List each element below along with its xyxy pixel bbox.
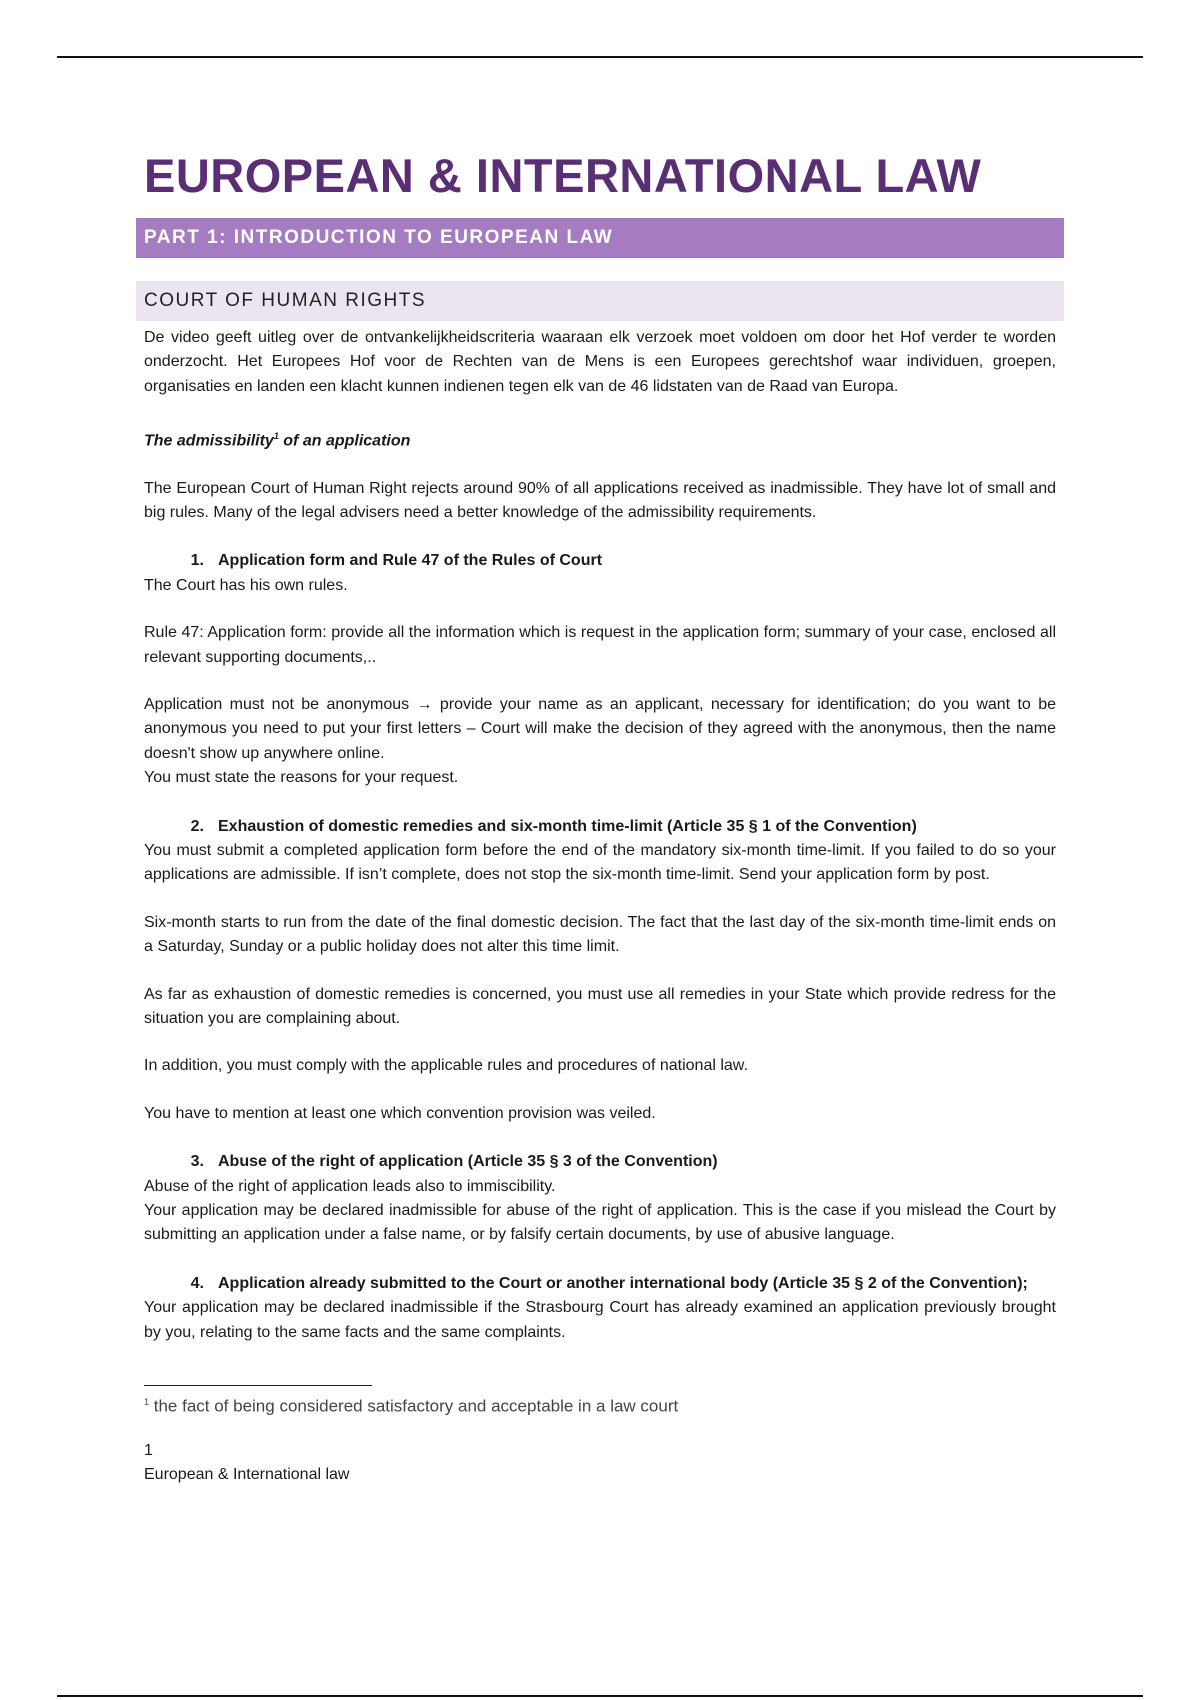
paragraph: You have to mention at least one which convention provision was veiled. [144,1104,656,1122]
paragraph: You must state the reasons for your request. [144,769,459,787]
header-rule [57,56,1143,58]
footer-title: European & International law [144,1465,350,1483]
subheading-text: The admissibility [144,432,274,450]
list-item-heading [144,549,1056,573]
subheading [144,424,1056,453]
paragraph: Your application may be declared inadmissible for abuse of the right of application. This is the case if you mislead the Court by submitting an application under a false name, or by falsify certain documents, by use of abusive language. [144,1202,1056,1244]
list-item-title: Application already submitted to the Court or another international body (Article 35 § 2 of the Convention); [218,1274,1028,1292]
overview-paragraph: The European Court of Human Right rejects around 90% of all applications received as inadmissible. They have lot of small and big rules. Many of the legal advisers need a better knowledge of the admissibility requirements. [144,479,1056,521]
list-item-number: 1. [190,552,204,570]
list-item-heading [144,1150,1056,1174]
paragraph: As far as exhaustion of domestic remedies is concerned, you must use all remedies in your State which provide redress for the situation you are complaining about. [144,985,1056,1028]
paragraph: The Court has his own rules. [144,576,348,594]
document-body [144,140,1056,1487]
footnote-text: the fact of being considered satisfactory and acceptable in a law court [149,1396,679,1416]
list-item-title: Exhaustion of domestic remedies and six-month time-limit (Article 35 § 1 of the Convention) [218,817,917,835]
paragraph: Abuse of the right of application leads also to immiscibility. [144,1177,556,1195]
list-item-title: Application form and Rule 47 of the Rules of Court [218,552,603,570]
part-heading: PART 1: INTRODUCTION TO EUROPEAN LAW [136,218,1064,258]
footnote-reference[interactable]: 1 [273,431,279,442]
paragraph: Rule 47: Application form: provide all the information which is request in the application form; summary of your case, enclosed all relevant supporting documents,.. [144,624,1056,666]
list-item-heading [144,815,1056,839]
footnote-marker: 1 [144,1397,150,1408]
paragraph: In addition, you must comply with the applicable rules and procedures of national law. [144,1057,748,1075]
document-title: EUROPEAN & INTERNATIONAL LAW [144,149,982,202]
intro-paragraph: De video geeft uitleg over de ontvankelijkheidscriteria waaraan elk verzoek moet voldoen om door het Hof verder te worden onderzocht. Het Europees Hof voor de Rechten van de Mens is een Europees gerechtshof waar individuen, groepen, organisaties en landen een klacht kunnen indienen tegen elk van de 46 lidstaten van de Raad van Europa. [144,329,1056,395]
footnote-separator [144,1385,372,1386]
list-item-number: 2. [190,817,204,835]
footer-rule [57,1695,1143,1697]
paragraph: Six-month starts to run from the date of the final domestic decision. The fact that the last day of the six-month time-limit ends on a Saturday, Sunday or a public holiday does not alter this time limit. [144,913,1056,956]
paragraph: You must submit a completed application form before the end of the mandatory six-month time-limit. If you failed to do so your applications are admissible. If isn’t complete, does not stop the six-month time-limit. Send your application form by post. [144,842,1056,884]
paragraph: Application must not be anonymous → provide your name as an applicant, necessary for identification; do you want to be anonymous you need to put your first letters – Court will make the decision of they agreed with the anonymous, then the name doesn't show up anywhere online. [144,695,1056,762]
list-item-number: 4. [190,1274,204,1292]
page-number: 1 [144,1441,153,1459]
list-item-title: Abuse of the right of application (Article 35 § 3 of the Convention) [218,1153,718,1171]
subheading-text-end: of an application [278,432,411,450]
paragraph: Your application may be declared inadmissible if the Strasbourg Court has already examined an application previously brought by you, relating to the same facts and the same complaints. [144,1299,1056,1341]
section-heading: COURT OF HUMAN RIGHTS [136,281,1064,321]
list-item-heading [144,1272,1056,1296]
list-item-number: 3. [190,1153,204,1171]
footnote [144,1390,1056,1419]
